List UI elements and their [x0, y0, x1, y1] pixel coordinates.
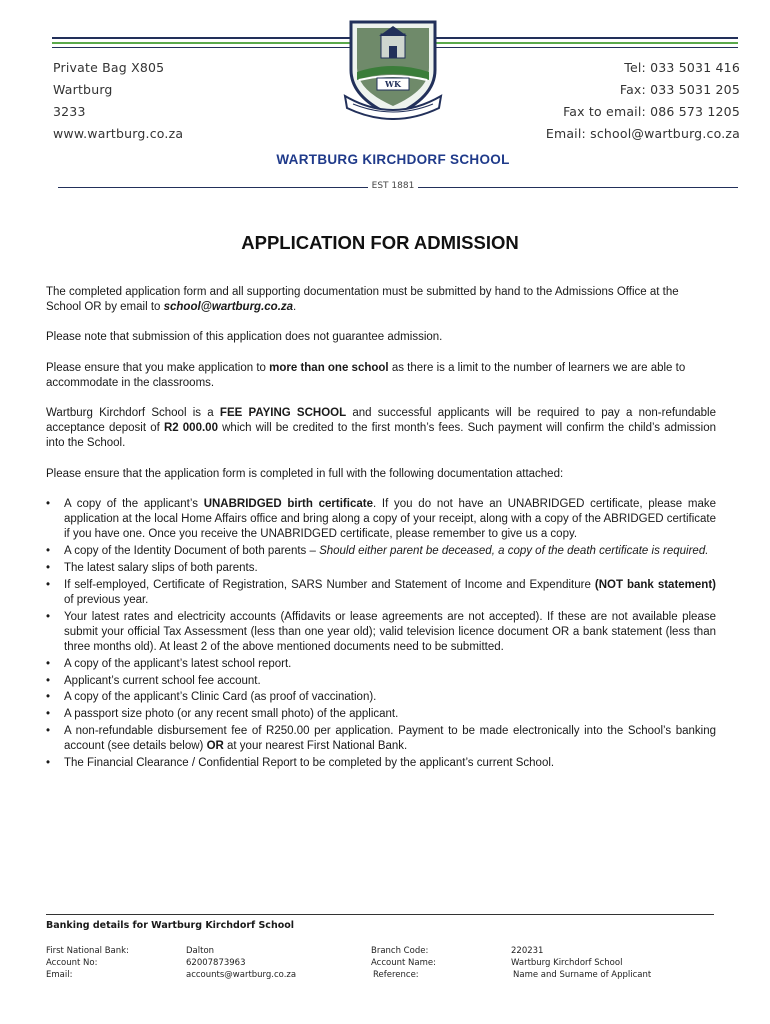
- address-line-1: Private Bag X805: [53, 60, 165, 75]
- branch-code-value: 220231: [511, 946, 544, 956]
- email-contact[interactable]: Email: school@wartburg.co.za: [545, 126, 740, 141]
- list-item: • If self-employed, Certificate of Registration, SARS Number and Statement of Income and Expenditure (NOT bank statement) of previous year.: [46, 578, 716, 608]
- intro-paragraph-fees: Wartburg Kirchdorf School is a FEE PAYING SCHOOL and successful applicants will be required to pay a non-refundable acceptance deposit of R2 000.00 which will be credited to the first month’s fees. Such payment will confirm the child’s admission into the School.: [46, 407, 716, 450]
- established-year: EST 1881: [0, 181, 770, 191]
- list-item: • Your latest rates and electricity accounts (Affidavits or lease agreements are not accepted). If these are not available please submit your official Tax Assessment (less than one year old); valid television licence document OR a bank statement (less than three months old). At least 2 of the above mentioned documents need to be submitted.: [46, 610, 716, 656]
- list-item: • A copy of the applicant’s latest school report.: [46, 657, 716, 672]
- telephone: Tel: 033 5031 416: [624, 60, 740, 75]
- bank-value: Dalton: [186, 946, 215, 956]
- website-link[interactable]: www.wartburg.co.za: [53, 126, 184, 141]
- reference-label: Reference:: [373, 970, 419, 980]
- list-item: • A passport size photo (or any recent small photo) of the applicant.: [46, 707, 716, 722]
- branch-code-label: Branch Code:: [371, 946, 429, 956]
- list-item: • The Financial Clearance / Confidential Report to be completed by the applicant’s current School.: [46, 756, 716, 771]
- intro-paragraph-multiple-schools: Please ensure that you make application to more than one school as there is a limit to the number of learners we are able to accommodate in the classrooms.: [46, 361, 686, 389]
- school-name: WARTBURG KIRCHDORF SCHOOL: [276, 152, 510, 167]
- list-item: • Applicant’s current school fee account.: [46, 674, 716, 689]
- list-item: • A copy of the applicant’s Clinic Card (as proof of vaccination).: [46, 690, 716, 705]
- intro-paragraph-documentation: Please ensure that the application form is completed in full with the following documentation attached:: [46, 467, 564, 480]
- banking-details-title: Banking details for Wartburg Kirchdorf School: [46, 920, 295, 931]
- accounts-email[interactable]: accounts@wartburg.co.za: [186, 970, 297, 980]
- documentation-list: [46, 497, 716, 771]
- fax: Fax: 033 5031 205: [619, 82, 740, 97]
- address-line-3: 3233: [53, 104, 86, 119]
- intro-paragraph-no-guarantee: Please note that submission of this application does not guarantee admission.: [46, 331, 443, 344]
- account-no-label: Account No:: [46, 958, 98, 968]
- bank-label: First National Bank:: [46, 946, 129, 956]
- intro-paragraph-submission: The completed application form and all supporting documentation must be submitted by hand to the Admissions Office at the School OR by email to school@wartburg.co.za.: [46, 286, 679, 314]
- fax-to-email: Fax to email: 086 573 1205: [563, 104, 740, 119]
- email-label: Email:: [46, 970, 73, 980]
- account-name-label: Account Name:: [371, 958, 436, 968]
- footer-divider: [46, 914, 714, 915]
- account-no-value: 62007873963: [186, 958, 246, 968]
- list-item: • A non-refundable disbursement fee of R250.00 per application. Payment to be made electronically into the School’s banking account (see details below) OR at your nearest First National Bank.: [46, 724, 716, 754]
- school-crest-logo: [343, 20, 443, 120]
- school-email-link[interactable]: school@wartburg.co.za: [163, 301, 294, 314]
- svg-text:WK: WK: [385, 79, 401, 89]
- list-item: • A copy of the applicant’s UNABRIDGED birth certificate. If you do not have an UNABRIDGED certificate, please make application at the local Home Affairs office and bring along a copy of your receipt, along with a copy of the ABRIDGED certificate if you have one. Once you receive the UNABRIDGED certificate, please remember to give us a copy.: [46, 497, 716, 543]
- page-title: APPLICATION FOR ADMISSION: [241, 232, 519, 253]
- list-item: • A copy of the Identity Document of both parents – Should either parent be deceased, a copy of the death certificate is required.: [46, 544, 716, 559]
- reference-value: Name and Surname of Applicant: [513, 970, 652, 980]
- document-body: [46, 285, 716, 773]
- account-name-value: Wartburg Kirchdorf School: [511, 958, 623, 968]
- list-item: • The latest salary slips of both parents.: [46, 561, 716, 576]
- address-line-2: Wartburg: [53, 82, 113, 97]
